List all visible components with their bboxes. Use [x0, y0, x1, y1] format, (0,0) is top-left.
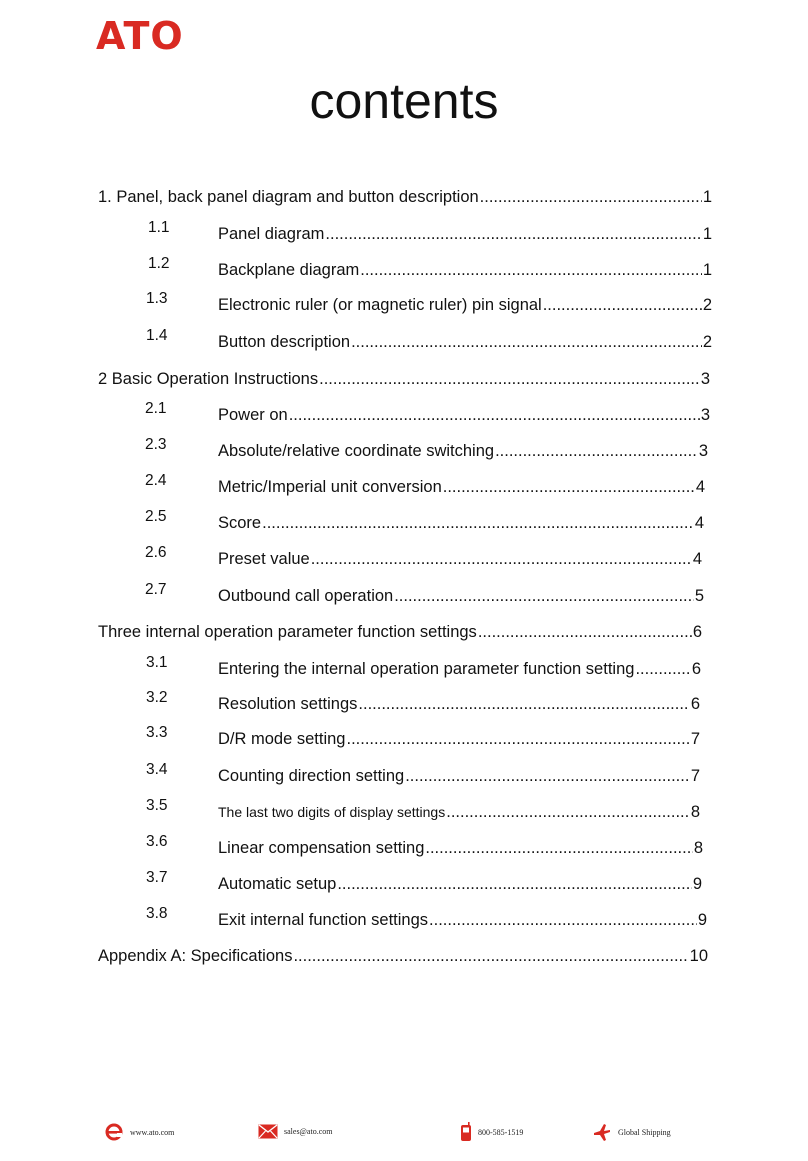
toc-entry-label: Power on	[218, 406, 288, 424]
footer-phone-text: 800-585-1519	[478, 1127, 524, 1137]
page-title: contents	[309, 73, 499, 129]
toc-leader-dots	[480, 188, 702, 207]
toc-leader-dots	[319, 370, 700, 389]
footer-website-text: www.ato.com	[130, 1127, 175, 1137]
footer-phone[interactable]	[460, 1122, 523, 1142]
toc-entry-label: Button description	[218, 333, 351, 351]
toc-entry[interactable]	[145, 472, 705, 497]
toc-entry[interactable]	[146, 724, 700, 749]
toc-leader-dots	[293, 947, 688, 966]
toc-leader-dots	[311, 550, 692, 569]
toc-leader-dots	[405, 767, 690, 786]
toc-entry-label: The last two digits of display settings	[218, 804, 446, 820]
toc-leader-dots	[351, 333, 702, 352]
toc-entry-page: 2	[702, 333, 712, 351]
toc-entry[interactable]	[145, 544, 702, 569]
mail-icon	[258, 1124, 278, 1139]
toc-entry-label: Electronic ruler (or magnetic ruler) pin signal	[218, 296, 542, 314]
toc-entry-page: 1	[702, 188, 712, 206]
toc-entry-number: 3.8	[146, 905, 168, 922]
toc-entry[interactable]	[98, 370, 710, 389]
toc-entry-number: 2.4	[145, 472, 167, 489]
toc-leader-dots	[337, 875, 692, 894]
toc-entry-number: 1.2	[148, 255, 170, 272]
toc-entry-label: Counting direction setting	[218, 767, 405, 785]
toc-leader-dots	[446, 803, 690, 822]
toc-entry-page: 5	[694, 587, 704, 605]
toc-entry-number: 3.1	[146, 654, 168, 671]
toc-leader-dots	[478, 623, 692, 642]
toc-leader-dots	[360, 261, 702, 280]
toc-entry[interactable]	[146, 797, 700, 822]
footer-shipping	[592, 1122, 671, 1142]
toc-entry[interactable]	[146, 833, 703, 858]
toc-leader-dots	[346, 730, 689, 749]
toc-entry[interactable]	[146, 327, 712, 352]
toc-entry[interactable]	[146, 905, 707, 930]
toc-leader-dots	[289, 406, 700, 425]
toc-entry-label: D/R mode setting	[218, 730, 346, 748]
toc-leader-dots	[262, 514, 694, 533]
toc-entry-label: Absolute/relative coordinate switching	[218, 442, 495, 460]
toc-entry-label: Appendix A: Specifications	[98, 947, 293, 965]
toc-entry-page: 4	[695, 478, 705, 496]
toc-entry-page: 7	[690, 767, 700, 785]
toc-entry-number: 2.3	[145, 436, 167, 453]
toc-entry-number: 3.7	[146, 869, 168, 886]
toc-entry-page: 9	[692, 875, 702, 893]
toc-entry-number: 3.3	[146, 724, 168, 741]
toc-entry-number: 3.6	[146, 833, 168, 850]
toc-entry[interactable]	[146, 689, 700, 714]
page-footer	[0, 1122, 808, 1146]
toc-entry[interactable]	[146, 761, 700, 786]
toc-entry-page: 10	[689, 947, 708, 965]
toc-entry-label: Panel diagram	[218, 225, 325, 243]
toc-leader-dots	[443, 478, 695, 497]
toc-entry[interactable]	[148, 255, 712, 280]
toc-leader-dots	[425, 839, 692, 858]
toc-entry-label: Metric/Imperial unit conversion	[218, 478, 442, 496]
toc-entry-page: 8	[693, 839, 703, 857]
toc-entry-page: 3	[700, 370, 710, 388]
footer-shipping-text: Global Shipping	[618, 1127, 671, 1137]
toc-entry-page: 6	[691, 660, 701, 678]
toc-entry[interactable]	[98, 188, 712, 207]
toc-entry-page: 3	[698, 442, 708, 460]
toc-entry[interactable]	[146, 869, 702, 894]
toc-leader-dots	[543, 296, 702, 315]
toc-entry-label: Exit internal function settings	[218, 911, 429, 929]
toc-entry-page: 4	[692, 550, 702, 568]
footer-website[interactable]	[104, 1122, 174, 1142]
ato-logo: ATO	[96, 14, 184, 58]
toc-entry-label: Automatic setup	[218, 875, 337, 893]
toc-entry-label: Backplane diagram	[218, 261, 360, 279]
toc-entry[interactable]	[148, 219, 712, 244]
toc-entry-number: 1.4	[146, 327, 168, 344]
toc-entry-page: 3	[700, 406, 710, 424]
toc-entry-label: Entering the internal operation parameter function setting	[218, 660, 635, 678]
toc-entry[interactable]	[146, 654, 701, 679]
toc-entry-label: Linear compensation setting	[218, 839, 425, 857]
browser-e-icon	[104, 1122, 124, 1142]
toc-entry-label: 2 Basic Operation Instructions	[98, 370, 319, 388]
toc-entry-page: 7	[690, 730, 700, 748]
toc-entry-number: 3.2	[146, 689, 168, 706]
toc-entry-page: 8	[690, 803, 700, 821]
toc-entry-number: 2.7	[145, 581, 167, 598]
toc-entry[interactable]	[145, 581, 704, 606]
toc-entry-number: 3.5	[146, 797, 168, 814]
toc-entry[interactable]	[145, 508, 704, 533]
toc-entry-label: 1. Panel, back panel diagram and button description	[98, 188, 479, 206]
footer-email-text: sales@ato.com	[284, 1127, 333, 1136]
toc-entry-page: 9	[697, 911, 707, 929]
toc-entry[interactable]	[98, 623, 702, 642]
toc-entry-number: 1.3	[146, 290, 168, 307]
toc-leader-dots	[394, 587, 694, 606]
toc-leader-dots	[325, 225, 701, 244]
toc-entry-page: 6	[690, 695, 700, 713]
toc-entry[interactable]	[98, 947, 708, 966]
toc-entry-page: 2	[702, 296, 712, 314]
toc-entry[interactable]	[146, 290, 712, 315]
toc-entry-page: 1	[702, 225, 712, 243]
toc-entry-page: 6	[692, 623, 702, 641]
toc-leader-dots	[495, 442, 698, 461]
toc-leader-dots	[429, 911, 697, 930]
airplane-icon	[592, 1122, 612, 1142]
toc-entry[interactable]	[145, 436, 708, 461]
toc-entry-label: Resolution settings	[218, 695, 358, 713]
toc-entry-number: 2.1	[145, 400, 167, 417]
mobile-phone-icon	[460, 1122, 472, 1142]
toc-entry[interactable]	[145, 400, 710, 425]
toc-entry-label: Outbound call operation	[218, 587, 394, 605]
toc-entry-number: 1.1	[148, 219, 170, 236]
toc-entry-page: 4	[694, 514, 704, 532]
toc-entry-page: 1	[702, 261, 712, 279]
toc-entry-label: Preset value	[218, 550, 310, 568]
toc-entry-label: Score	[218, 514, 262, 532]
toc-entry-label: Three internal operation parameter function settings	[98, 623, 477, 641]
toc-leader-dots	[635, 660, 690, 679]
toc-entry-number: 2.6	[145, 544, 167, 561]
toc-leader-dots	[358, 695, 689, 714]
footer-email[interactable]	[258, 1124, 332, 1139]
toc-entry-number: 3.4	[146, 761, 168, 778]
toc-entry-number: 2.5	[145, 508, 167, 525]
